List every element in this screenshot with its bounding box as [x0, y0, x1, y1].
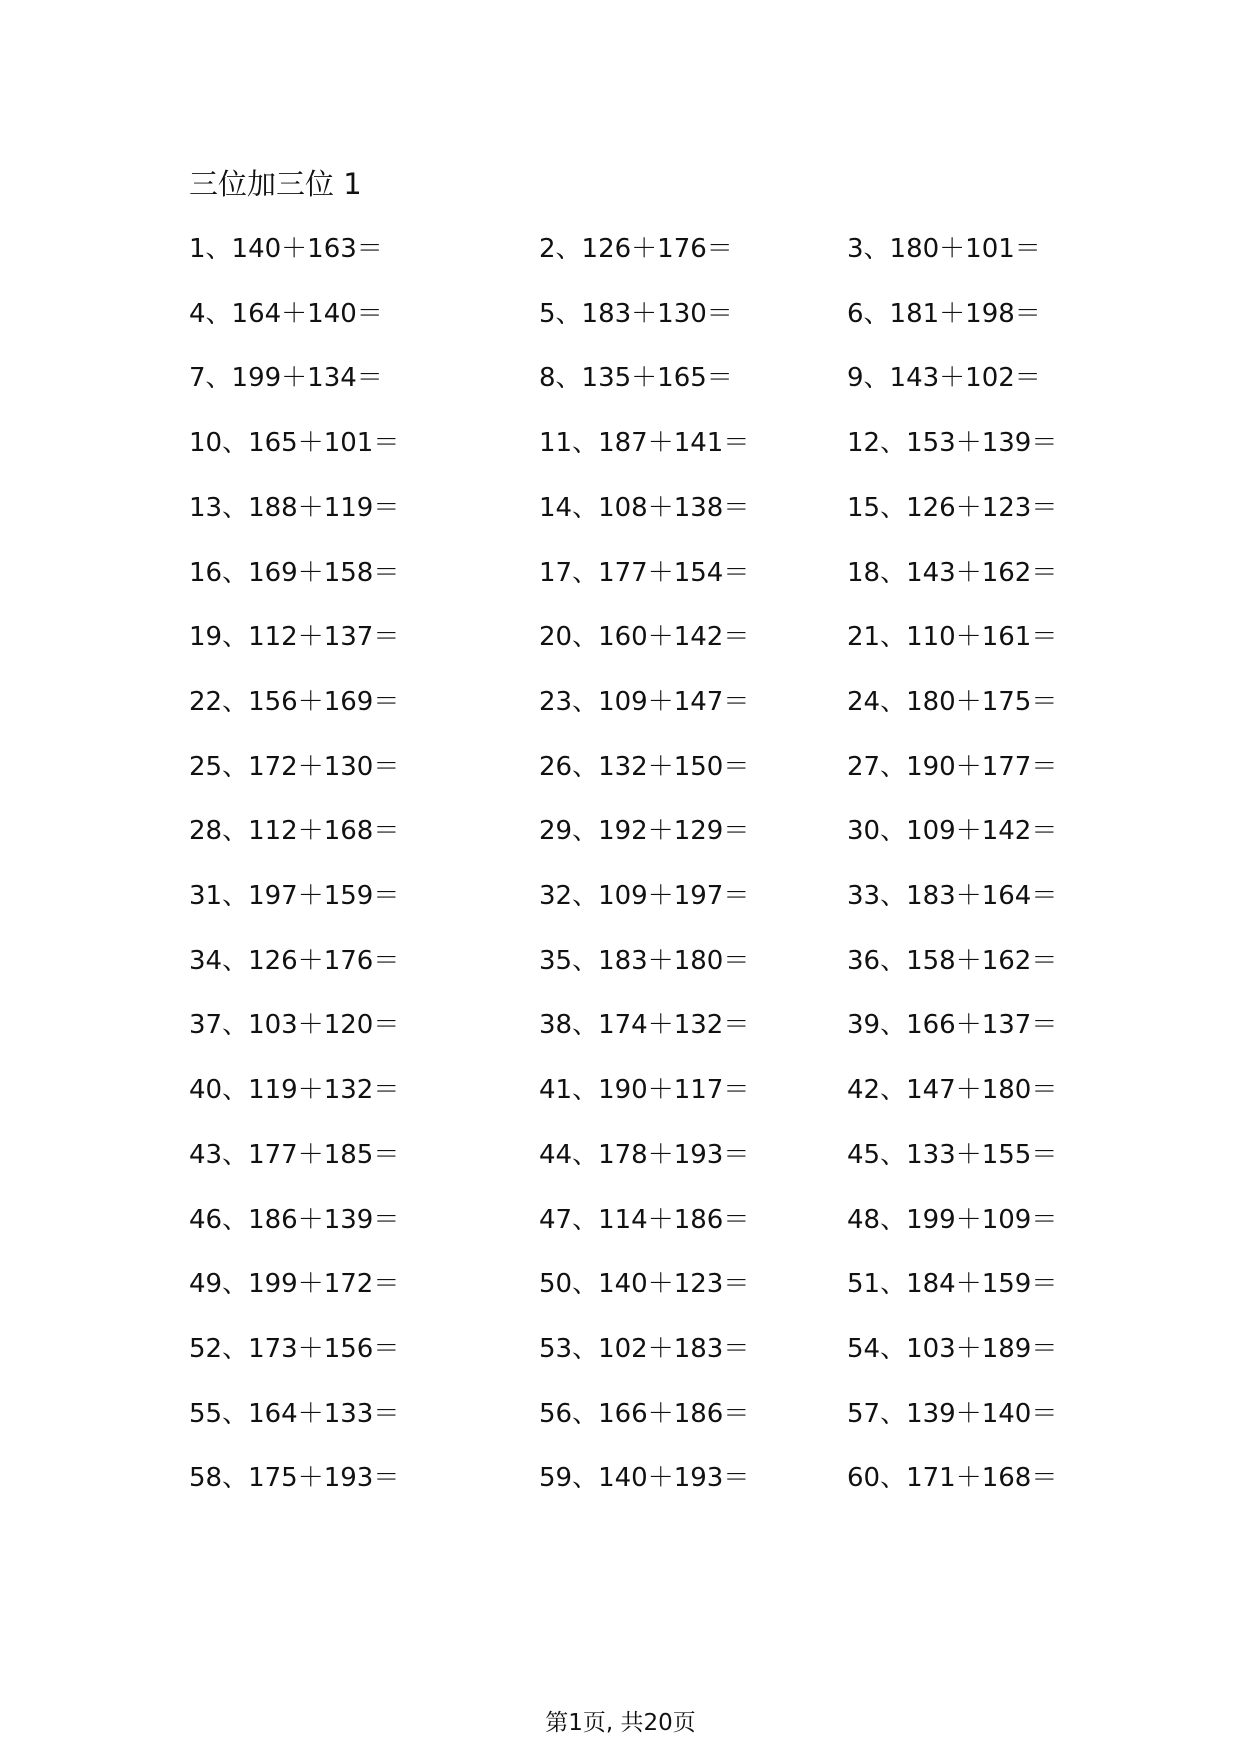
problem-row [189, 1264, 1089, 1304]
worksheet-title: 三位加三位 1 [189, 167, 362, 201]
problem-row [189, 747, 1089, 787]
problem-item: 39、166＋137＝ [847, 1010, 1058, 1040]
problem-item: 33、183＋164＝ [847, 881, 1058, 911]
problem-item: 31、197＋159＝ [189, 881, 400, 911]
problem-item: 56、166＋186＝ [539, 1399, 750, 1429]
problem-item: 12、153＋139＝ [847, 428, 1058, 458]
problem-item: 8、135＋165＝ [539, 363, 733, 393]
problem-item: 38、174＋132＝ [539, 1010, 750, 1040]
problem-item: 5、183＋130＝ [539, 299, 733, 329]
problem-item: 20、160＋142＝ [539, 622, 750, 652]
problem-item: 18、143＋162＝ [847, 558, 1058, 588]
problem-item: 4、164＋140＝ [189, 299, 383, 329]
problem-item: 40、119＋132＝ [189, 1075, 400, 1105]
problem-row [189, 553, 1089, 593]
problem-item: 42、147＋180＝ [847, 1075, 1058, 1105]
problem-item: 35、183＋180＝ [539, 946, 750, 976]
problem-item: 7、199＋134＝ [189, 363, 383, 393]
problem-item: 32、109＋197＝ [539, 881, 750, 911]
problem-item: 55、164＋133＝ [189, 1399, 400, 1429]
problem-item: 9、143＋102＝ [847, 363, 1041, 393]
problem-item: 2、126＋176＝ [539, 234, 733, 264]
problem-item: 26、132＋150＝ [539, 752, 750, 782]
problem-row [189, 358, 1089, 398]
problem-row [189, 811, 1089, 851]
problem-item: 17、177＋154＝ [539, 558, 750, 588]
page-footer: 第1页, 共20页 [545, 1710, 696, 1736]
problem-item: 46、186＋139＝ [189, 1205, 400, 1235]
problem-row [189, 229, 1089, 269]
problem-item: 59、140＋193＝ [539, 1463, 750, 1493]
problem-item: 34、126＋176＝ [189, 946, 400, 976]
problem-item: 43、177＋185＝ [189, 1140, 400, 1170]
problem-item: 49、199＋172＝ [189, 1269, 400, 1299]
problem-item: 21、110＋161＝ [847, 622, 1058, 652]
problem-item: 48、199＋109＝ [847, 1205, 1058, 1235]
problem-item: 27、190＋177＝ [847, 752, 1058, 782]
problem-item: 53、102＋183＝ [539, 1334, 750, 1364]
problem-row [189, 941, 1089, 981]
problem-row [189, 294, 1089, 334]
problem-row [189, 1200, 1089, 1240]
problem-row [189, 1394, 1089, 1434]
problem-item: 19、112＋137＝ [189, 622, 400, 652]
problem-row [189, 1005, 1089, 1045]
problem-item: 10、165＋101＝ [189, 428, 400, 458]
problem-row [189, 1329, 1089, 1369]
problem-item: 60、171＋168＝ [847, 1463, 1058, 1493]
problem-item: 29、192＋129＝ [539, 816, 750, 846]
problem-item: 23、109＋147＝ [539, 687, 750, 717]
problem-item: 36、158＋162＝ [847, 946, 1058, 976]
problem-item: 50、140＋123＝ [539, 1269, 750, 1299]
problem-item: 25、172＋130＝ [189, 752, 400, 782]
problem-item: 16、169＋158＝ [189, 558, 400, 588]
problem-item: 15、126＋123＝ [847, 493, 1058, 523]
problem-item: 41、190＋117＝ [539, 1075, 750, 1105]
problem-item: 58、175＋193＝ [189, 1463, 400, 1493]
problem-row [189, 682, 1089, 722]
problem-item: 6、181＋198＝ [847, 299, 1041, 329]
problem-item: 47、114＋186＝ [539, 1205, 750, 1235]
problem-row [189, 1070, 1089, 1110]
problem-item: 30、109＋142＝ [847, 816, 1058, 846]
problem-item: 44、178＋193＝ [539, 1140, 750, 1170]
problem-item: 51、184＋159＝ [847, 1269, 1058, 1299]
problem-item: 1、140＋163＝ [189, 234, 383, 264]
problem-item: 22、156＋169＝ [189, 687, 400, 717]
problem-row [189, 1458, 1089, 1498]
problem-row [189, 1135, 1089, 1175]
problem-item: 45、133＋155＝ [847, 1140, 1058, 1170]
problem-item: 13、188＋119＝ [189, 493, 400, 523]
problem-item: 24、180＋175＝ [847, 687, 1058, 717]
problem-item: 28、112＋168＝ [189, 816, 400, 846]
problem-row [189, 617, 1089, 657]
problem-item: 11、187＋141＝ [539, 428, 750, 458]
problem-item: 57、139＋140＝ [847, 1399, 1058, 1429]
problem-row [189, 876, 1089, 916]
problem-item: 14、108＋138＝ [539, 493, 750, 523]
problem-item: 37、103＋120＝ [189, 1010, 400, 1040]
problem-item: 52、173＋156＝ [189, 1334, 400, 1364]
problem-item: 54、103＋189＝ [847, 1334, 1058, 1364]
problem-item: 3、180＋101＝ [847, 234, 1041, 264]
problem-row [189, 423, 1089, 463]
problem-row [189, 488, 1089, 528]
